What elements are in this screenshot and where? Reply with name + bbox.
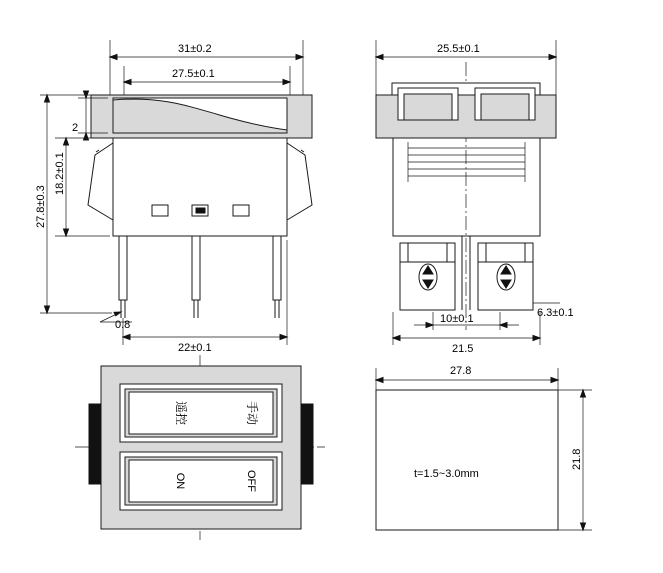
panel-cutout-group (376, 365, 592, 530)
dim-terminal-spacing: 10±0.1 (440, 313, 474, 325)
dim-body-depth: 21.5 (452, 343, 474, 355)
dim-body-height: 18.2±0.1 (54, 152, 66, 195)
label-left-upper: 遥控 (174, 400, 188, 426)
front-view-group (35, 40, 312, 354)
dim-overall-height: 27.8±0.3 (35, 185, 47, 228)
label-right-lower: OFF (245, 470, 257, 492)
dim-terminal-thickness: 0.8 (115, 319, 131, 331)
side-view-group (376, 40, 574, 355)
dim-overall-width: 31±0.2 (178, 43, 212, 55)
dim-actuator-height: 2 (72, 122, 79, 134)
label-right-upper: 手动 (245, 400, 259, 426)
dim-overall-depth: 25.5±0.1 (437, 43, 480, 55)
dim-panel-width: 22±0.1 (178, 342, 212, 354)
note-panel-thickness: t=1.5~3.0mm (414, 468, 479, 480)
label-left-lower: ON (174, 472, 186, 490)
dim-terminal-width: 6.3±0.1 (537, 307, 574, 319)
bottom-view-group (75, 355, 325, 540)
dim-cutout-height: 21.8 (571, 448, 583, 470)
dim-cutout-width: 27.8 (450, 365, 472, 377)
dim-bezel-width: 27.5±0.1 (172, 68, 215, 80)
